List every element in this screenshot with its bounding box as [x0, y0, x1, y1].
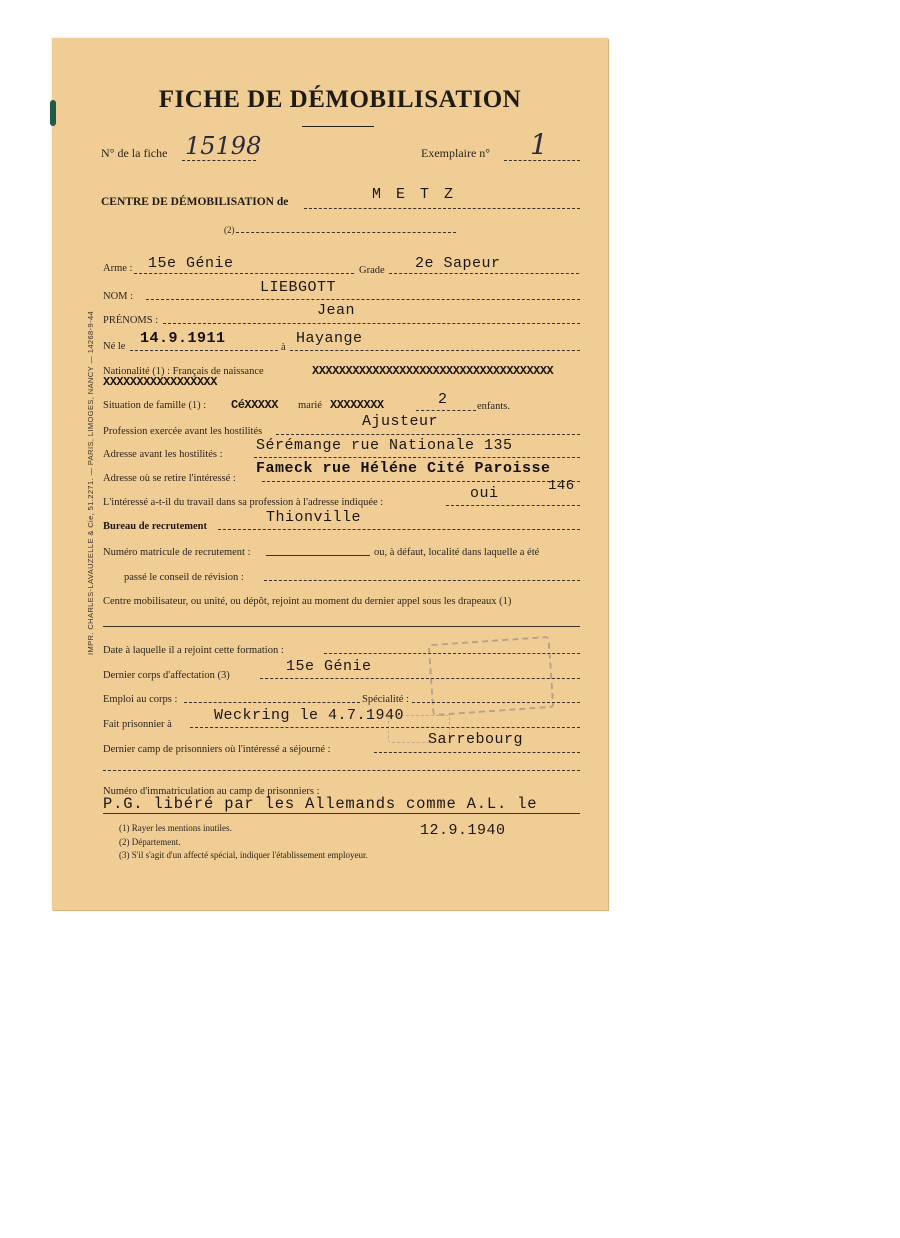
grade-label: Grade [359, 265, 385, 276]
matricule-label-3: passé le conseil de révision : [124, 572, 244, 583]
arme-value: 15e Génie [148, 255, 234, 272]
prenoms-value: Jean [317, 302, 356, 319]
exemplaire-value: 1 [530, 128, 548, 161]
naissance-date: 14.9.1911 [140, 330, 226, 347]
footnote-2: (2) Département. [119, 837, 181, 847]
prisonnier-label: Fait prisonnier à [103, 719, 172, 730]
adresse-avant-label: Adresse avant les hostilités : [103, 449, 223, 460]
grade-value: 2e Sapeur [415, 255, 501, 272]
nationalite-label: Nationalité (1) : Français de naissance [103, 366, 264, 377]
arme-label: Arme : [103, 263, 133, 274]
prisonnier-value: Weckring le 4.7.1940 [214, 707, 405, 724]
printer-imprint: IMPR. CHARLES-LAVAUZELLE & Cie, 51.2271. — PARIS, LIMOGES, NANCY — 14268-9-44 [86, 310, 95, 655]
travail-value: oui [470, 485, 499, 502]
matricule-label: Numéro matricule de recrutement : [103, 547, 251, 558]
travail-label: L'intéressé a-t-il du travail dans sa profession à l'adresse indiquée : [103, 497, 384, 508]
centre-mob-label: Centre mobilisateur, ou unité, ou dépôt, rejoint au moment du dernier appel sous les drapeaux (1) [103, 596, 512, 607]
nom-label: NOM : [103, 291, 134, 302]
adresse-retire-label: Adresse où se retire l'intéressé : [103, 473, 236, 484]
title-underline [302, 126, 374, 127]
ne-le-label: Né le [103, 341, 126, 352]
fiche-number-label: N° de la fiche [101, 146, 168, 160]
situation-celib: CéXXXXX [231, 398, 278, 412]
emploi-label: Emploi au corps : [103, 694, 178, 705]
adresse-retire-number: 146 [548, 478, 575, 494]
bureau-label: Bureau de recrutement [103, 521, 208, 532]
centre-value: M E T Z [372, 186, 457, 203]
document-title: FICHE DE DÉMOBILISATION [158, 86, 522, 113]
dernier-corps-value: 15e Génie [286, 658, 372, 675]
camp-value: Sarrebourg [428, 731, 524, 748]
faded-stamp [428, 636, 555, 716]
situation-marie: marié [298, 400, 322, 411]
fiche-number-value: 15198 [185, 132, 262, 160]
nationalite-strike-2: XXXXXXXXXXXXXXXXX [103, 375, 217, 389]
enfants-label: enfants. [477, 401, 510, 412]
nom-value: LIEBGOTT [260, 279, 337, 296]
date-rejoint-label: Date à laquelle il a rejoint cette formation : [103, 645, 284, 656]
immatriculation-label: Numéro d'immatriculation au camp de prisonniers : [103, 786, 320, 797]
adresse-retire-value: Fameck rue Héléne Cité Paroisse [256, 460, 551, 477]
ne-a-label: à [281, 342, 286, 353]
enfants-value: 2 [438, 391, 448, 408]
profession-value: Ajusteur [362, 413, 439, 430]
camp-label: Dernier camp de prisonniers où l'intéressé a séjourné : [103, 744, 331, 755]
naissance-lieu: Hayange [296, 330, 363, 347]
pg-note: P.G. libéré par les Allemands comme A.L. le [103, 795, 538, 813]
centre-label: CENTRE DE DÉMOBILISATION de [101, 196, 289, 208]
centre-note: (2) [224, 225, 235, 235]
matricule-label-2: ou, à défaut, localité dans laquelle a été [374, 547, 540, 558]
situation-strike: XXXXXXXX [330, 398, 384, 412]
situation-label: Situation de famille (1) : [103, 400, 207, 411]
exemplaire-label: Exemplaire n° [421, 146, 491, 160]
bureau-value: Thionville [266, 509, 362, 526]
footnote-1: (1) Rayer les mentions inutiles. [119, 823, 232, 833]
specialite-label: Spécialité : [362, 694, 409, 705]
dernier-corps-label: Dernier corps d'affectation (3) [103, 670, 230, 681]
pg-note-date: 12.9.1940 [420, 822, 506, 839]
nationalite-strike-1: XXXXXXXXXXXXXXXXXXXXXXXXXXXXXXXXXXXX [312, 364, 554, 378]
footnote-3: (3) S'il s'agit d'un affecté spécial, indiquer l'établissement employeur. [119, 850, 368, 860]
prenoms-label: PRÉNOMS : [103, 315, 159, 326]
profession-label: Profession exercée avant les hostilités [103, 426, 263, 437]
adresse-avant-value: Sérémange rue Nationale 135 [256, 437, 513, 454]
